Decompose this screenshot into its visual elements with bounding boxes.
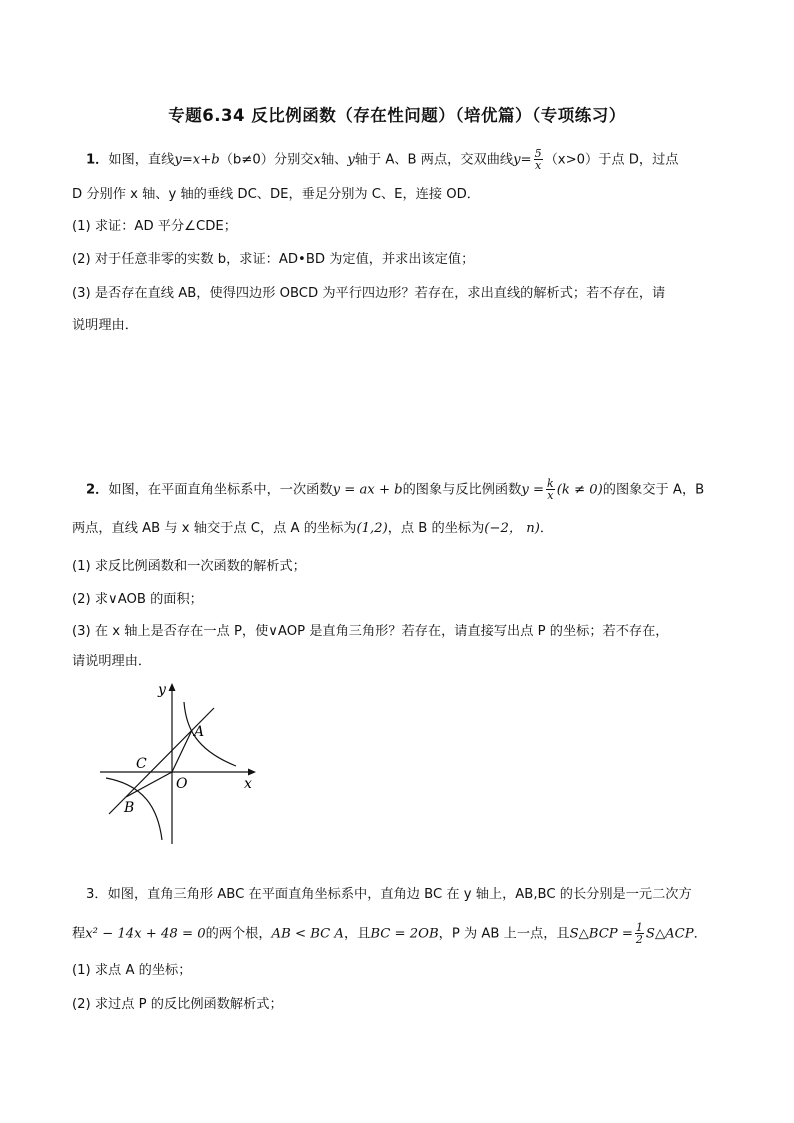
q2-part-2: (2) 求∨AOB 的面积； — [72, 592, 203, 607]
point-c-label: C — [136, 756, 147, 772]
segment-oa — [172, 730, 192, 772]
q3-text-e: ． — [693, 926, 707, 942]
q1-fraction — [534, 148, 543, 171]
q3-text-d: ，P 为 AB 上一点，且 — [438, 926, 570, 942]
q1-text-a: 如图，直线 — [108, 152, 175, 168]
q2-text-b: 的图象与反比例函数 — [402, 482, 522, 498]
q2-text-e: ，点 B 的坐标为 — [387, 521, 485, 536]
q1-hyperbola-lhs: y= — [513, 152, 532, 168]
q1-part-3-line-2: 说明理由． — [72, 318, 138, 333]
q1-text-c: 轴、 — [320, 152, 348, 168]
q2-part-3-line-2: 请说明理由． — [72, 654, 152, 669]
q3-text-c: ，且 — [343, 926, 371, 942]
q3-area-lhs: S△BCP = — [569, 926, 633, 942]
q1-part-2: (2) 对于任意非零的实数 b，求证：AD•BD 为定值，并求出该定值； — [72, 252, 475, 267]
point-b-label: B — [124, 800, 135, 816]
q1-frac-denominator: x — [534, 159, 542, 172]
q2-number: 2． — [86, 482, 109, 498]
segment-ob — [126, 772, 172, 797]
q2-part-3-line-1: (3) 在 x 轴上是否存在一点 P，使∨AOP 是直角三角形？若存在，请直接写出点 P 的坐标；若不存在， — [72, 624, 669, 639]
q3-stem-line-2 — [72, 922, 732, 945]
q1-part-1: (1) 求证：AD 平分∠CDE； — [72, 219, 237, 234]
q2-frac-numerator: k — [547, 477, 554, 490]
point-a-label: A — [194, 724, 205, 740]
q2-inverse-lhs: y = — [521, 482, 545, 498]
q3-inequality: AB < BC A — [271, 926, 344, 942]
q1-stem-line-1 — [86, 148, 746, 171]
y-axis-arrow — [169, 683, 176, 691]
q2-coordinate-figure — [96, 680, 262, 846]
q2-frac-denominator: x — [547, 489, 554, 502]
q1-y-var: y — [347, 152, 355, 168]
page-title: 专题6.34 反比例函数（存在性问题）（培优篇）（专项练习） — [168, 106, 626, 125]
q2-text-a: 如图，在平面直角坐标系中，一次函数 — [108, 482, 333, 498]
q2-point-a-coord: (1,2) — [356, 521, 388, 536]
q3-frac-denominator: 2 — [635, 933, 643, 946]
q1-x-var: x — [313, 152, 321, 168]
y-axis-label: y — [158, 682, 166, 698]
q3-part-1: (1) 求点 A 的坐标； — [72, 963, 192, 978]
q1-stem-line-2: D 分别作 x 轴、y 轴的垂线 DC、DE，垂足分别为 C、E，连接 OD． — [72, 187, 480, 202]
q1-text-e: （x>0）于点 D，过点 — [544, 152, 679, 168]
q2-k-condition: (k ≠ 0) — [556, 482, 603, 498]
q1-number: 1． — [86, 152, 109, 168]
x-axis-label: x — [244, 776, 252, 792]
q1-line-equation: y=x+b — [174, 152, 220, 168]
q2-stem-line-1 — [86, 478, 746, 501]
q2-text-f: ． — [539, 521, 554, 536]
q3-fraction — [635, 922, 644, 945]
q2-point-b-coord: (−2， n) — [484, 521, 540, 536]
q2-stem-line-2 — [72, 520, 732, 538]
q2-part-1: (1) 求反比例函数和一次函数的解析式； — [72, 559, 306, 574]
q2-fraction — [546, 478, 555, 501]
q2-text-c: 的图象交于 A，B — [602, 482, 705, 498]
q3-part-2: (2) 求过点 P 的反比例函数解析式； — [72, 997, 283, 1012]
q1-part-3-line-1: (3) 是否存在直线 AB，使得四边形 OBCD 为平行四边形？若存在，求出直线的解析式；若不存在，请 — [72, 286, 666, 301]
q2-linear-equation: y = ax + b — [332, 482, 403, 498]
q1-frac-numerator: 5 — [534, 147, 542, 160]
q1-text-d: 轴于 A、B 两点，交双曲线 — [354, 152, 514, 168]
q3-text-b: 的两个根， — [205, 926, 272, 942]
q3-quadratic-equation: x² − 14x + 48 = 0 — [85, 926, 206, 942]
q3-frac-numerator: 1 — [635, 921, 643, 934]
origin-label: O — [176, 776, 188, 792]
x-axis-arrow — [248, 769, 256, 776]
q1-text-b: （b≠0）分别交 — [219, 152, 314, 168]
q3-bc-relation: BC = 2OB — [370, 926, 439, 942]
q3-stem-line-1: 3．如图，直角三角形 ABC 在平面直角坐标系中，直角边 BC 在 y 轴上，AB,BC 的长分别是一元二次方 — [86, 887, 692, 902]
q3-area-rhs: S△ACP — [645, 926, 694, 942]
q3-text-a: 程 — [72, 926, 86, 942]
q2-text-d: 两点，直线 AB 与 x 轴交于点 C，点 A 的坐标为 — [72, 521, 357, 536]
